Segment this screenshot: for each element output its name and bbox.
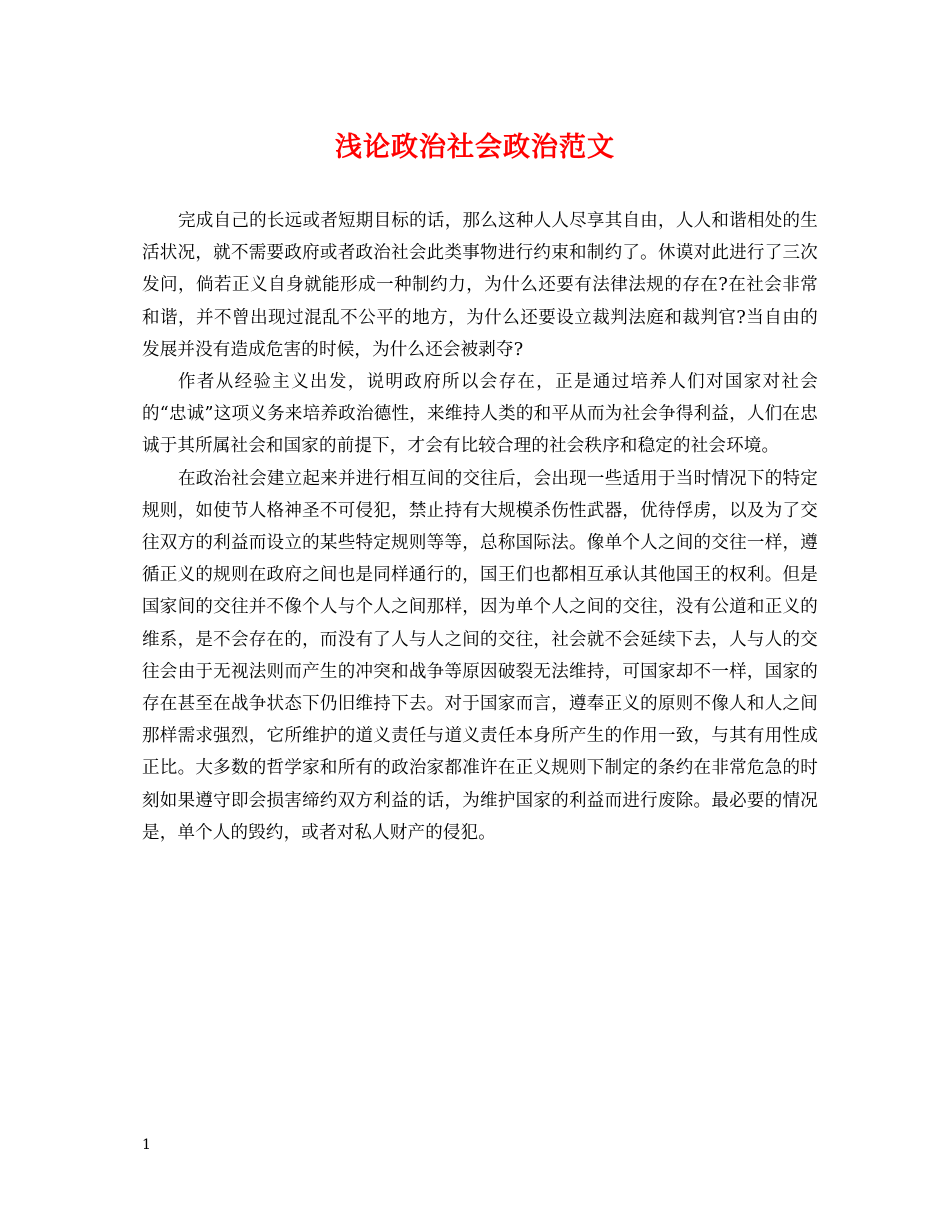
paragraph-2: 作者从经验主义出发，说明政府所以会存在，正是通过培养人们对国家对社会的“忠诚”这项义务来培养政治德性，来维持人类的和平从而为社会争得利益，人们在忠诚于其所属社会和国家的前提下，才会有比较合理的社会秩序和稳定的社会环境。 bbox=[142, 372, 818, 457]
document-body bbox=[142, 205, 818, 849]
page-number: 1 bbox=[142, 1137, 151, 1153]
document-title: 浅论政治社会政治范文 bbox=[335, 132, 615, 163]
paragraph-3: 在政治社会建立起来并进行相互间的交往后，会出现一些适用于当时情况下的特定规则，如使节人格神圣不可侵犯，禁止持有大规模杀伤性武器，优待俘虏，以及为了交往双方的利益而设立的某些特定规则等等，总称国际法。像单个人之间的交往一样，遵循正义的规则在政府之间也是同样通行的，国王们也都相互承认其他国王的权利。但是国家间的交往并不像个人与个人之间那样，因为单个人之间的交往，没有公道和正义的维系，是不会存在的，而没有了人与人之间的交往，社会就不会延续下去，人与人的交往会由于无视法则而产生的冲突和战争等原因破裂无法维持，可国家却不一样，国家的存在甚至在战争状态下仍旧维持下去。对于国家而言，遵奉正义的原则不像人和人之间那样需求强烈，它所维护的道义责任与道义责任本身所产生的作用一致，与其有用性成正比。大多数的哲学家和所有的政治家都准许在正义规则下制定的条约在非常危急的时刻如果遵守即会损害缔约双方利益的话，为维护国家的利益而进行废除。最必要的情况是，单个人的毁约，或者对私人财产的侵犯。 bbox=[142, 468, 818, 843]
paragraph-1: 完成自己的长远或者短期目标的话，那么这种人人尽享其自由，人人和谐相处的生活状况，就不需要政府或者政治社会此类事物进行约束和制约了。休谟对此进行了三次发问，倘若正义自身就能形成一种制约力，为什么还要有法律法规的存在?在社会非常和谐，并不曾出现过混乱不公平的地方，为什么还要设立裁判法庭和裁判官?当自由的发展并没有造成危害的时候，为什么还会被剥夺? bbox=[142, 211, 818, 360]
